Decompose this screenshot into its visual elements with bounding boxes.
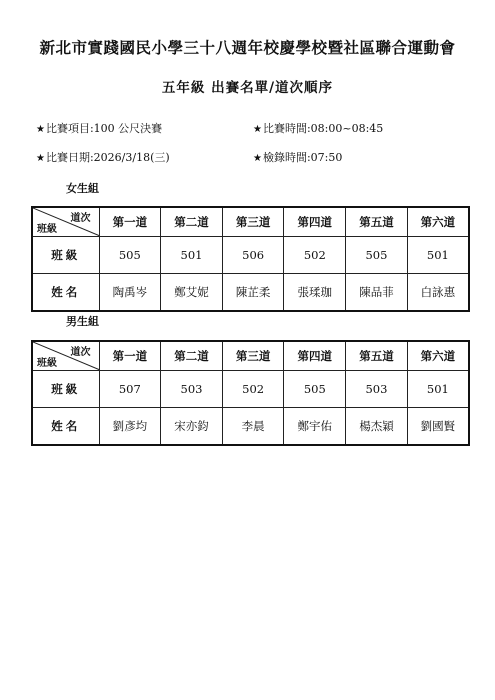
corner-lane-label: 道次: [70, 347, 91, 358]
name-row-label: 姓名: [32, 274, 99, 312]
class-cell: 501: [407, 237, 469, 274]
lane-header: 第四道: [284, 207, 346, 237]
class-row-label: 班級: [32, 371, 99, 408]
name-row-label: 姓名: [32, 408, 99, 446]
corner-lane-label: 道次: [70, 213, 91, 224]
name-cell: 白詠惠: [407, 274, 469, 312]
table-header-row: [32, 207, 469, 237]
name-cell: 陳品菲: [346, 274, 408, 312]
corner-cell: [32, 207, 99, 237]
name-row: [32, 274, 469, 312]
lane-header: 第四道: [284, 341, 346, 371]
class-cell: 502: [284, 237, 346, 274]
lane-header: 第一道: [99, 207, 161, 237]
girls-section-label: 女生組: [66, 182, 99, 195]
event-label: 比賽項目:100 公尺決賽: [45, 122, 163, 135]
name-cell: 宋亦鈞: [161, 408, 223, 446]
name-cell: 劉國賢: [407, 408, 469, 446]
class-row: [32, 237, 469, 274]
page-subtitle: 五年級 出賽名單/道次順序: [161, 80, 334, 96]
lane-header: 第六道: [407, 341, 469, 371]
class-cell: 501: [407, 371, 469, 408]
name-cell: 劉彥均: [99, 408, 161, 446]
name-cell: 陶禹岑: [99, 274, 161, 312]
name-cell: 楊杰穎: [346, 408, 408, 446]
girls-lane-table: [31, 206, 470, 312]
table-header-row: [32, 341, 469, 371]
class-cell: 507: [99, 371, 161, 408]
lane-header: 第三道: [222, 341, 284, 371]
star-icon: ★: [253, 124, 262, 135]
class-cell: 502: [222, 371, 284, 408]
corner-class-label: 班級: [37, 358, 57, 369]
name-row: [32, 408, 469, 446]
class-cell: 506: [222, 237, 284, 274]
star-icon: ★: [36, 124, 45, 135]
boys-section-label: 男生組: [66, 315, 99, 328]
lane-header: 第六道: [407, 207, 469, 237]
name-cell: 鄭宇佑: [284, 408, 346, 446]
date-label: 比賽日期:2026/3/18(三): [45, 151, 170, 164]
class-cell: 505: [346, 237, 408, 274]
lane-header: 第一道: [99, 341, 161, 371]
checkin-label: 檢錄時間:07:50: [262, 151, 343, 164]
corner-cell: [32, 341, 99, 371]
name-cell: 陳芷柔: [222, 274, 284, 312]
class-cell: 505: [284, 371, 346, 408]
lane-header: 第二道: [161, 341, 223, 371]
star-icon: ★: [253, 153, 262, 164]
star-icon: ★: [36, 153, 45, 164]
time-label: 比賽時間:08:00~08:45: [262, 122, 384, 135]
checkin-info: [253, 149, 342, 165]
lane-header: 第五道: [346, 341, 408, 371]
name-cell: 鄭艾妮: [161, 274, 223, 312]
name-cell: 張瑈珈: [284, 274, 346, 312]
class-row: [32, 371, 469, 408]
name-cell: 李晨: [222, 408, 284, 446]
boys-lane-table: [31, 340, 470, 446]
page-title: 新北市實踐國民小學三十八週年校慶學校暨社區聯合運動會: [39, 38, 456, 57]
event-info: [36, 120, 162, 136]
corner-class-label: 班級: [37, 224, 57, 235]
lane-header: 第五道: [346, 207, 408, 237]
class-cell: 501: [161, 237, 223, 274]
class-cell: 505: [99, 237, 161, 274]
lane-header: 第二道: [161, 207, 223, 237]
lane-header: 第三道: [222, 207, 284, 237]
time-info: [253, 120, 383, 136]
class-cell: 503: [161, 371, 223, 408]
class-row-label: 班級: [32, 237, 99, 274]
class-cell: 503: [346, 371, 408, 408]
date-info: [36, 149, 170, 165]
